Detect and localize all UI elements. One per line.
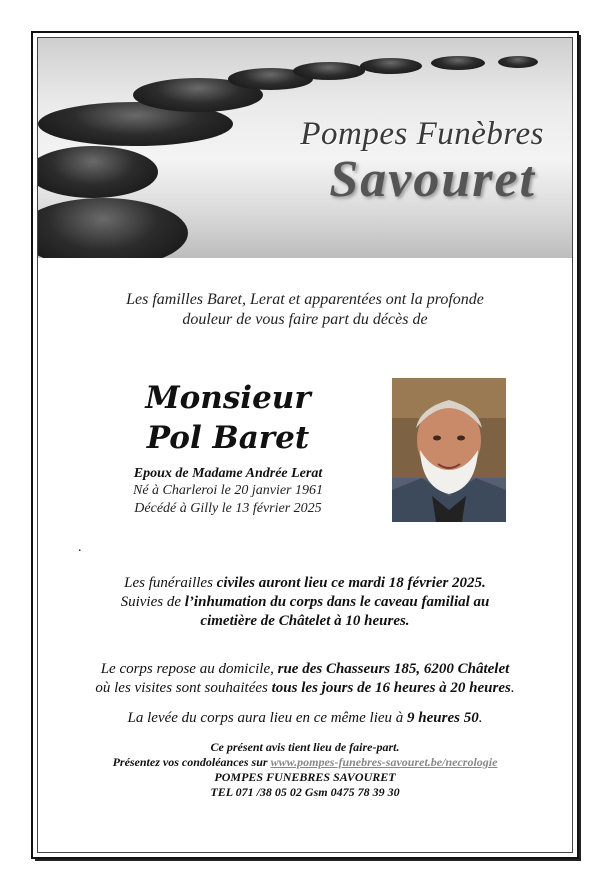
stone-image — [293, 62, 365, 80]
intro-line-1: Les familles Baret, Lerat et apparentées ont la profonde — [126, 291, 484, 308]
visit-hours: tous les jours de 16 heures à 20 heures — [271, 680, 511, 696]
funeral-text: Les funérailles — [124, 575, 217, 591]
visit-details — [38, 660, 572, 698]
brand-line-1: Pompes Funèbres — [300, 116, 544, 152]
visit-address: rue des Chasseurs 185, 6200 Châtelet — [277, 661, 510, 677]
company-phone: TEL 071 /38 05 02 Gsm 0475 78 39 30 — [210, 785, 400, 799]
visit-text-2: où les visites sont souhaitées — [95, 680, 272, 696]
notice-inner — [37, 37, 573, 853]
spouse-line: Epoux de Madame Andrée Lerat — [133, 466, 323, 481]
footer-line-1: Ce présent avis tient lieu de faire-part. — [210, 740, 400, 754]
portrait-photo — [392, 378, 506, 522]
cemetery-text: cimetière de Châtelet à 10 heures. — [200, 613, 410, 629]
necrology-link[interactable]: www.pompes-funebres-savouret.be/necrologie — [270, 755, 498, 769]
intro-line-2: douleur de vous faire part du décès de — [182, 311, 428, 328]
burial-text-bold: l’inhumation du corps dans le caveau familial au — [184, 594, 490, 610]
levee-period: . — [478, 710, 483, 726]
visit-text: Le corps repose au domicile, — [100, 661, 278, 677]
portrait-image — [392, 378, 506, 522]
birth-line: Né à Charleroi le 20 janvier 1961 — [132, 483, 324, 498]
funeral-details — [38, 574, 572, 631]
stone-image — [498, 56, 538, 68]
separator-dot: . — [78, 540, 82, 555]
company-name: POMPES FUNEBRES SAVOURET — [214, 770, 396, 784]
levee-time: 9 heures 50 — [407, 710, 479, 726]
death-line: Décédé à Gilly le 13 février 2025 — [134, 501, 322, 516]
stone-image — [360, 58, 422, 74]
death-notice-frame — [31, 31, 579, 859]
condolences-text: Présentez vos condoléances sur — [112, 755, 271, 769]
header-banner — [38, 38, 572, 258]
burial-text: Suivies de — [120, 594, 185, 610]
stone-image — [38, 198, 188, 258]
intro-text — [38, 290, 572, 330]
levee-details — [38, 710, 572, 727]
footer — [38, 740, 572, 800]
brand-line-2: Savouret — [329, 151, 536, 208]
civility: Monsieur — [145, 380, 311, 416]
stone-image — [431, 56, 485, 70]
stone-image — [38, 146, 158, 198]
visit-period: . — [510, 680, 515, 696]
deceased-block — [98, 378, 358, 518]
deceased-name: Pol Baret — [146, 420, 310, 456]
levee-text: La levée du corps aura lieu en ce même lieu à — [127, 710, 408, 726]
funeral-text-bold: civiles auront lieu ce mardi 18 février 2025. — [216, 575, 486, 591]
